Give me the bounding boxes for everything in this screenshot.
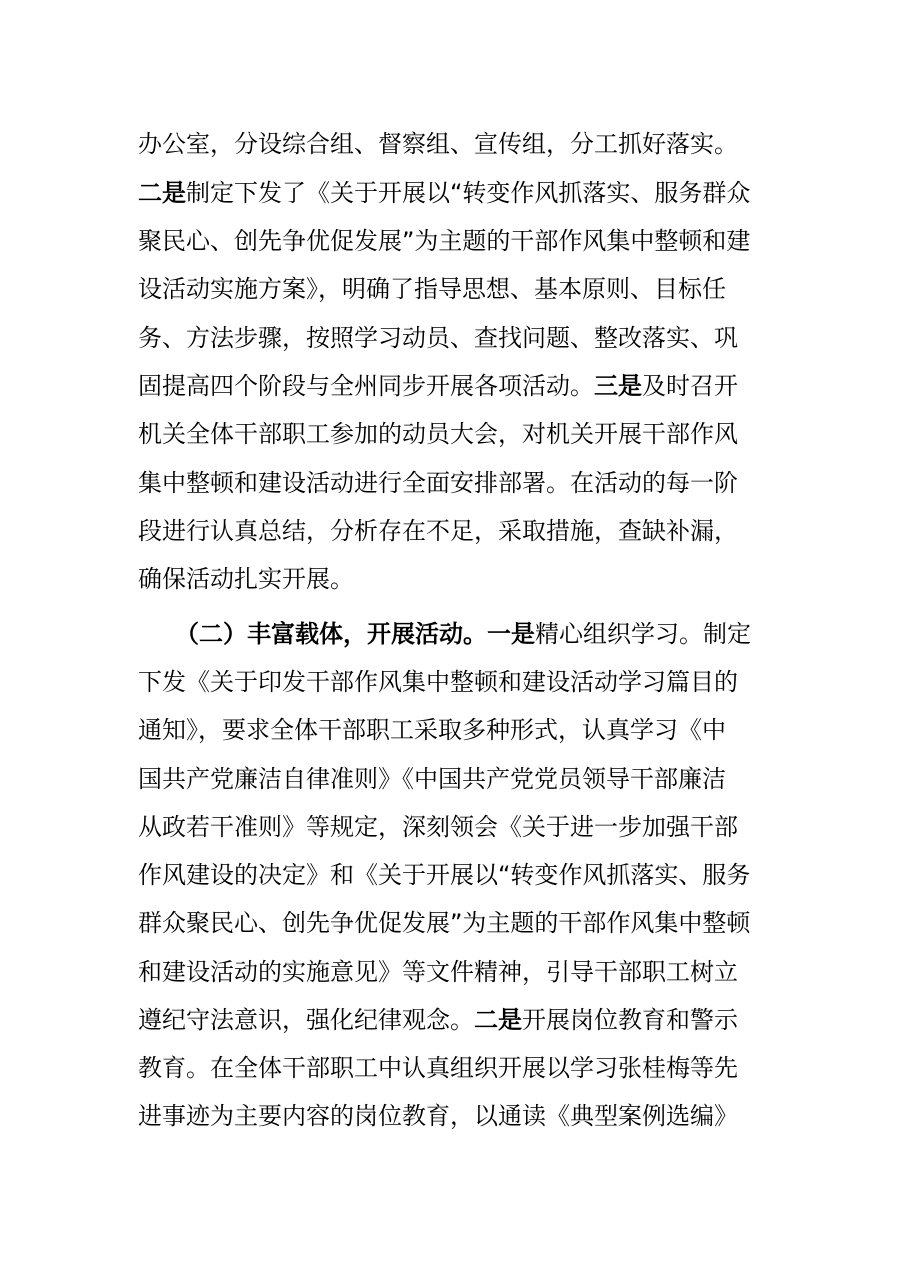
- text-line: [138, 714, 778, 746]
- text-line: [138, 225, 778, 257]
- text-line: [138, 956, 778, 988]
- section-heading: （二）丰富载体，开展活动。: [175, 620, 487, 648]
- text-segment: 通知》，要求全体干部职工采取多种形式，认真学习《中: [138, 716, 726, 744]
- text-line: [138, 128, 778, 160]
- text-line: [138, 1100, 778, 1132]
- text-line: [138, 177, 778, 209]
- text-line: [138, 563, 778, 595]
- text-line: [138, 666, 778, 698]
- text-segment-bold: 二是: [474, 1006, 522, 1034]
- text-line: [138, 859, 778, 891]
- text-segment: 开展岗位教育和警示: [522, 1006, 738, 1034]
- text-segment: 群众聚民心、创先争优促发展”为主题的干部作风集中整顿: [138, 909, 751, 937]
- text-segment: 段进行认真总结，分析存在不足，采取措施，查缺补漏，: [138, 517, 738, 545]
- text-line: [138, 515, 778, 547]
- text-segment: 确保活动扎实开展。: [138, 565, 354, 593]
- text-segment: 设活动实施方案》，明确了指导思想、基本原则、目标任: [138, 275, 726, 303]
- text-segment: 机关全体干部职工参加的动员大会，对机关开展干部作风: [138, 420, 738, 448]
- text-line: [138, 907, 778, 939]
- text-line: [138, 763, 778, 795]
- text-segment-bold: 二是: [138, 179, 186, 207]
- text-segment: 国共产党廉洁自律准则》《中国共产党党员领导干部廉洁: [138, 765, 726, 793]
- text-segment: 遵纪守法意识，强化纪律观念。: [138, 1006, 474, 1034]
- text-segment: 务、方法步骤，按照学习动员、查找问题、整改落实、巩: [138, 324, 738, 352]
- text-segment: 及时召开: [642, 372, 738, 400]
- text-segment: 办公室，分设综合组、督察组、宣传组，分工抓好落实。: [138, 130, 738, 158]
- text-segment-bold: 三是: [594, 372, 642, 400]
- text-segment: 下发《关于印发干部作风集中整顿和建设活动学习篇目的: [138, 668, 738, 696]
- text-segment: 精心组织学习。制定: [535, 620, 751, 648]
- text-line: [138, 418, 778, 450]
- text-segment: 固提高四个阶段与全州同步开展各项活动。: [138, 372, 594, 400]
- text-line: [138, 273, 778, 305]
- text-line: [138, 370, 778, 402]
- text-segment: 和建设活动的实施意见》等文件精神，引导干部职工树立: [138, 958, 738, 986]
- text-line: [138, 1004, 778, 1036]
- text-line: [138, 467, 778, 499]
- text-segment-bold: 一是: [487, 620, 535, 648]
- section-heading-line: [175, 618, 780, 650]
- text-line: [138, 1052, 778, 1084]
- text-line: [138, 322, 778, 354]
- text-segment: 聚民心、创先争优促发展”为主题的干部作风集中整顿和建: [138, 227, 751, 255]
- text-line: [138, 811, 778, 843]
- text-segment: 制定下发了《关于开展以“转变作风抓落实、服务群众: [186, 179, 751, 207]
- text-segment: 教育。在全体干部职工中认真组织开展以学习张桂梅等先: [138, 1054, 738, 1082]
- text-segment: 进事迹为主要内容的岗位教育，以通读《典型案例选编》: [138, 1102, 738, 1130]
- text-segment: 从政若干准则》等规定，深刻领会《关于进一步加强干部: [138, 813, 738, 841]
- text-segment: 集中整顿和建设活动进行全面安排部署。在活动的每一阶: [138, 469, 738, 497]
- text-segment: 作风建设的决定》和《关于开展以“转变作风抓落实、服务: [138, 861, 751, 889]
